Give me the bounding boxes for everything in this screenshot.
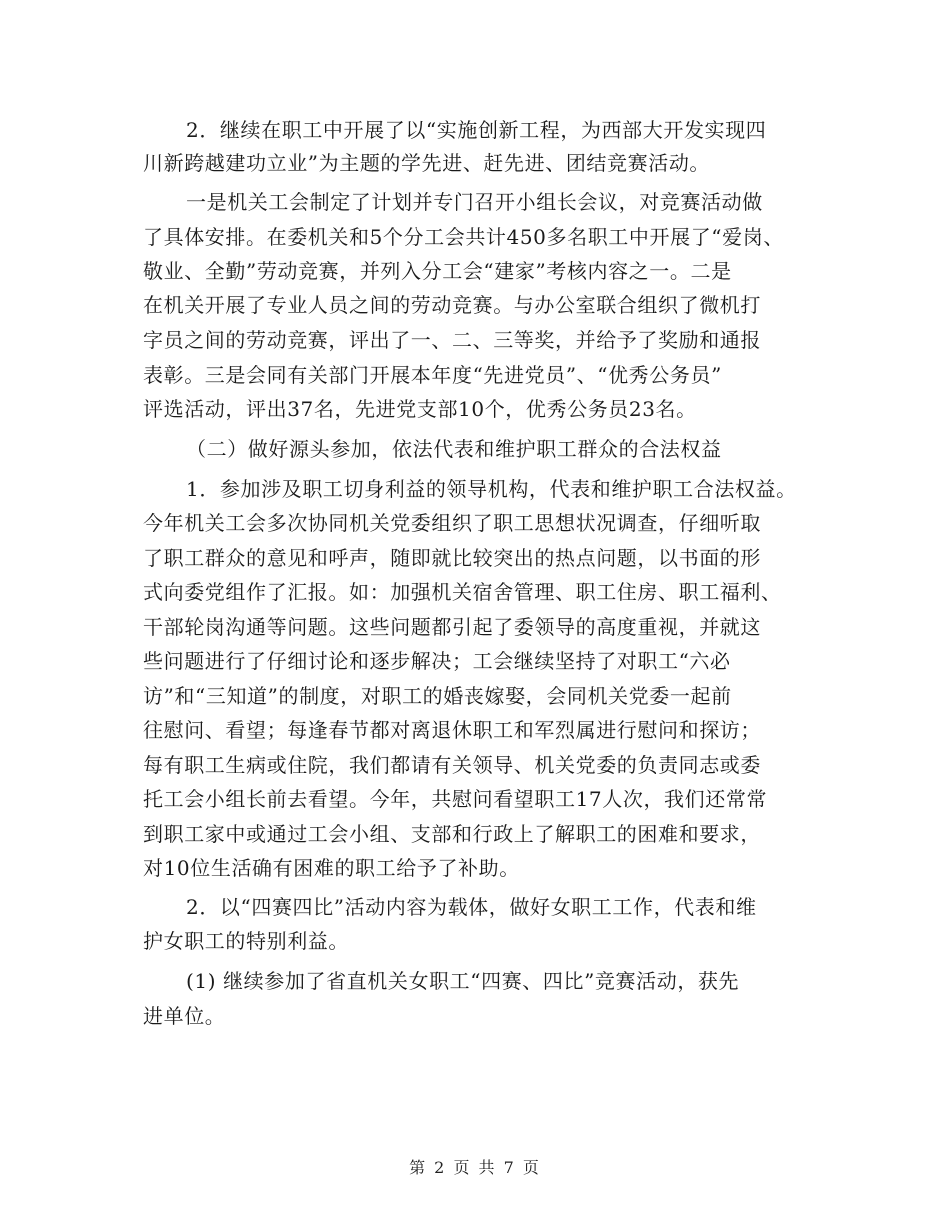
text-line: 托工会小组长前去看望。今年，共慰问看望职工17人次，我们还常常 [143,787,768,811]
text-line: 2．继续在职工中开展了以“实施创新工程，为西部大开发实现四 [186,118,767,142]
text-line: 到职工家中或通过工会小组、支部和行政上了解职工的困难和要求， [143,822,761,846]
text-line: 川新跨越建功立业”为主题的学先进、赶先进、团结竞赛活动。 [143,151,711,175]
text-line: 敬业、全勤”劳动竞赛，并列入分工会“建家”考核内容之一。二是 [143,259,732,283]
text-line: 2．以“四赛四比”活动内容为载体，做好女职工工作，代表和维 [186,895,757,919]
text-line: 对10位生活确有困难的职工给予了补助。 [143,856,520,880]
text-line: 在机关开展了专业人员之间的劳动竞赛。与办公室联合组织了微机打 [143,293,761,317]
text-line: 干部轮岗沟通等问题。这些问题都引起了委领导的高度重视，并就这 [143,615,761,639]
text-line: 一是机关工会制定了计划并专门召开小组长会议，对竞赛活动做 [186,190,763,214]
page-number-footer: 第 2 页 共 7 页 [409,1158,541,1177]
text-line: 访”和“三知道”的制度，对职工的婚丧嫁娶，会同机关党委一起前 [143,684,732,708]
text-line: 今年机关工会多次协同机关党委组织了职工思想状况调查，仔细听取 [143,511,761,535]
text-line: 了具体安排。在委机关和5个分工会共计450多名职工中开展了“爱岗、 [143,225,784,249]
text-line: 1．参加涉及职工切身利益的领导机构，代表和维护职工合法权益。 [186,477,797,501]
text-line: 每有职工生病或住院，我们都请有关领导、机关党委的负责同志或委 [143,753,761,777]
text-line: 护女职工的特别利益。 [143,929,349,953]
text-line: (1) 继续参加了省直机关女职工“四赛、四比”竞赛活动，获先 [186,969,740,993]
text-line: 式向委党组作了汇报。如：加强机关宿舍管理、职工住房、职工福利、 [143,580,782,604]
section-heading: （二）做好源头参加，依法代表和维护职工群众的合法权益 [186,437,722,461]
text-line: 往慰问、看望；每逢春节都对离退休职工和军烈属进行慰问和探访； [143,718,761,742]
text-line: 表彰。三是会同有关部门开展本年度“先进党员”、“优秀公务员” [143,363,722,387]
text-line: 了职工群众的意见和呼声，随即就比较突出的热点问题，以书面的形 [143,546,761,570]
text-line: 字员之间的劳动竞赛，评出了一、二、三等奖，并给予了奖励和通报 [143,328,761,352]
text-line: 评选活动，评出37名，先进党支部10个，优秀公务员23名。 [143,397,697,421]
text-line: 进单位。 [143,1004,226,1028]
text-line: 些问题进行了仔细讨论和逐步解决；工会继续坚持了对职工“六必 [143,649,731,673]
